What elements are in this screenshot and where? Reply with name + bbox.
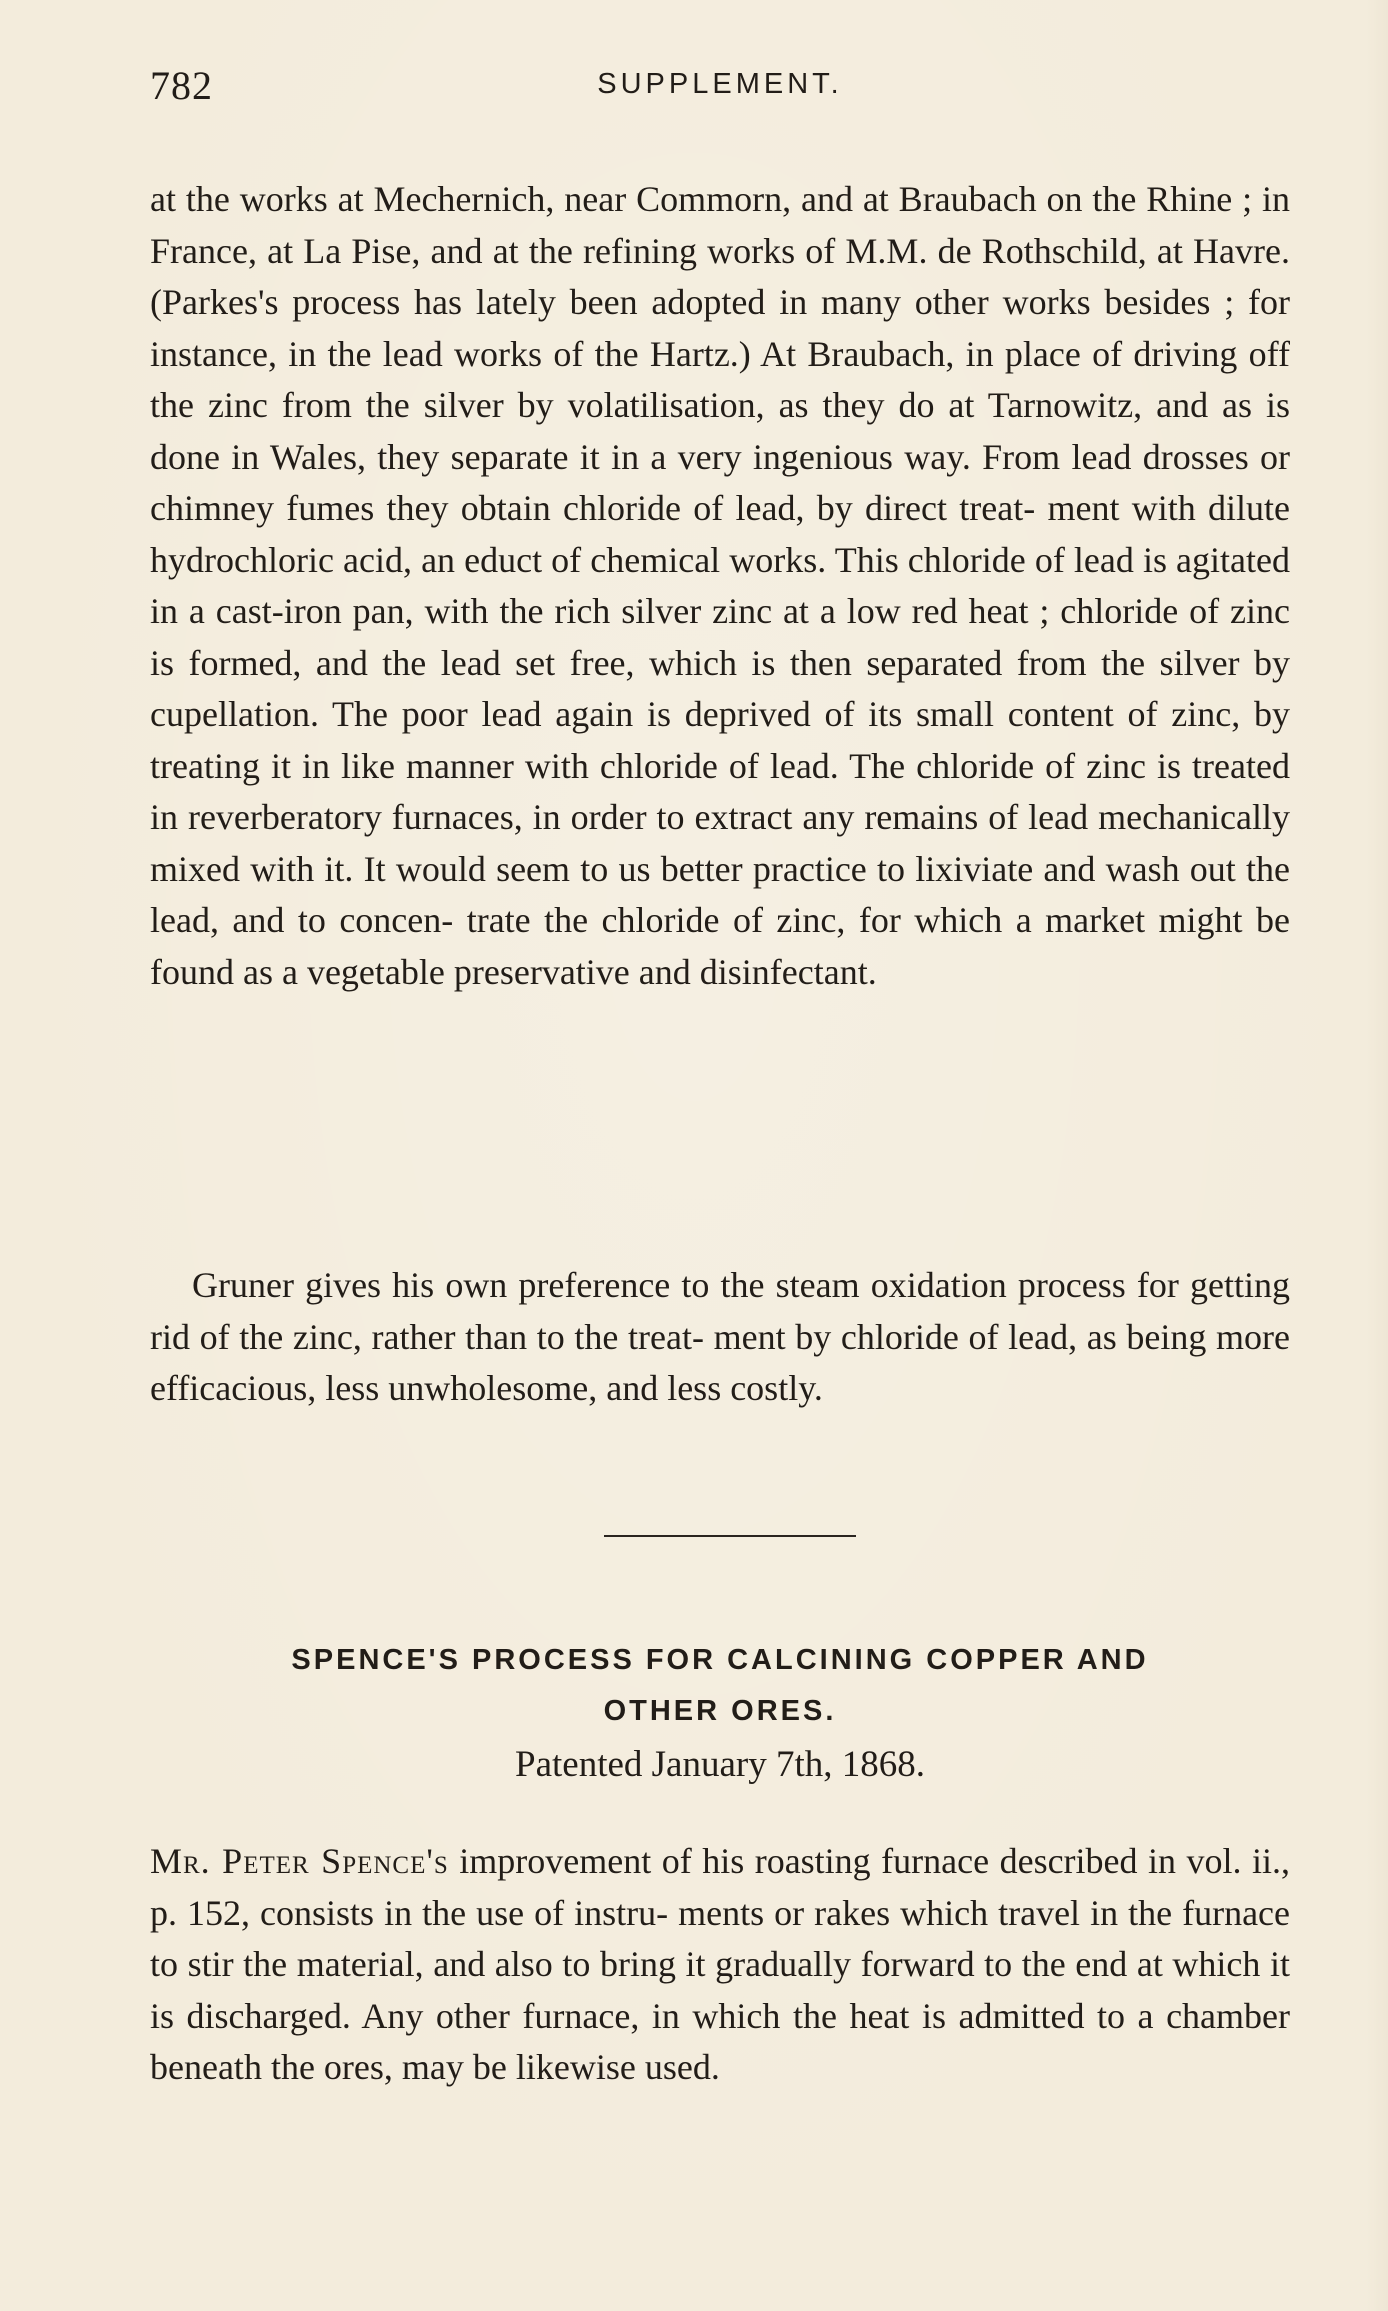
section-title-line-2: OTHER ORES. (603, 1695, 837, 1727)
page-number: 782 (150, 63, 213, 108)
section-title (150, 1635, 1290, 1737)
paragraph-spence-process (150, 1836, 1290, 2094)
paragraph-gruner: Gruner gives his own preference to the steam oxidation process for getting rid of the zinc, rather than to the treat- ment by chloride of lead, as being more efficacious, less unwholesome, and less costly. (150, 1265, 1290, 1408)
section-divider (604, 1535, 856, 1537)
running-head (150, 56, 1290, 116)
paragraph-spence-body: improvement of his roasting furnace described in vol. ii., p. 152, consists in the use of instru- ments or rakes which travel in the furnace to stir the material, and also to bring it gradually forward to the end at which it is discharged. Any other furnace, in which the heat is admitted to a chamber beneath the ores, may be likewise used. (150, 1841, 1291, 2087)
section-title-line-1: SPENCE'S PROCESS FOR CALCINING COPPER AND (291, 1644, 1149, 1676)
paper-edge-shading (1366, 0, 1388, 2311)
running-head-title: SUPPLEMENT. (597, 68, 843, 100)
lead-in-name: Mr. Peter Spence's (150, 1841, 449, 1881)
patent-date: Patented January 7th, 1868. (515, 1744, 925, 1785)
paragraph-continued: at the works at Mechernich, near Commorn, and at Braubach on the Rhine ; in France, at La Pise, and at the refining works of M.M. de Rothschild, at Havre. (Parkes's process has lately been adopted in many other works besides ; for instance, in the lead works of the Hartz.) At Braubach, in place of driving off the zinc from the silver by volatilisation, as they do at Tarnowitz, and as is done in Wales, they separate it in a very ingenious way. From lead drosses or chimney fumes they obtain chloride of lead, by direct treat- ment with dilute hydrochloric acid, an educt of chemical works. This chloride of lead is agitated in a cast-iron pan, with the rich silver zinc at a low red heat ; chloride of zinc is formed, and the lead set free, which is then separated from the silver by cupellation. The poor lead again is deprived of its small content of zinc, by treating it in like manner with chloride of lead. The chloride of zinc is treated in reverberatory furnaces, in order to extract any remains of lead mechanically mixed with it. It would seem to us better practice to lixiviate and wash out the lead, and to concen- trate the chloride of zinc, for which a market might be found as a vegetable preservative and disinfectant. (150, 179, 1290, 992)
